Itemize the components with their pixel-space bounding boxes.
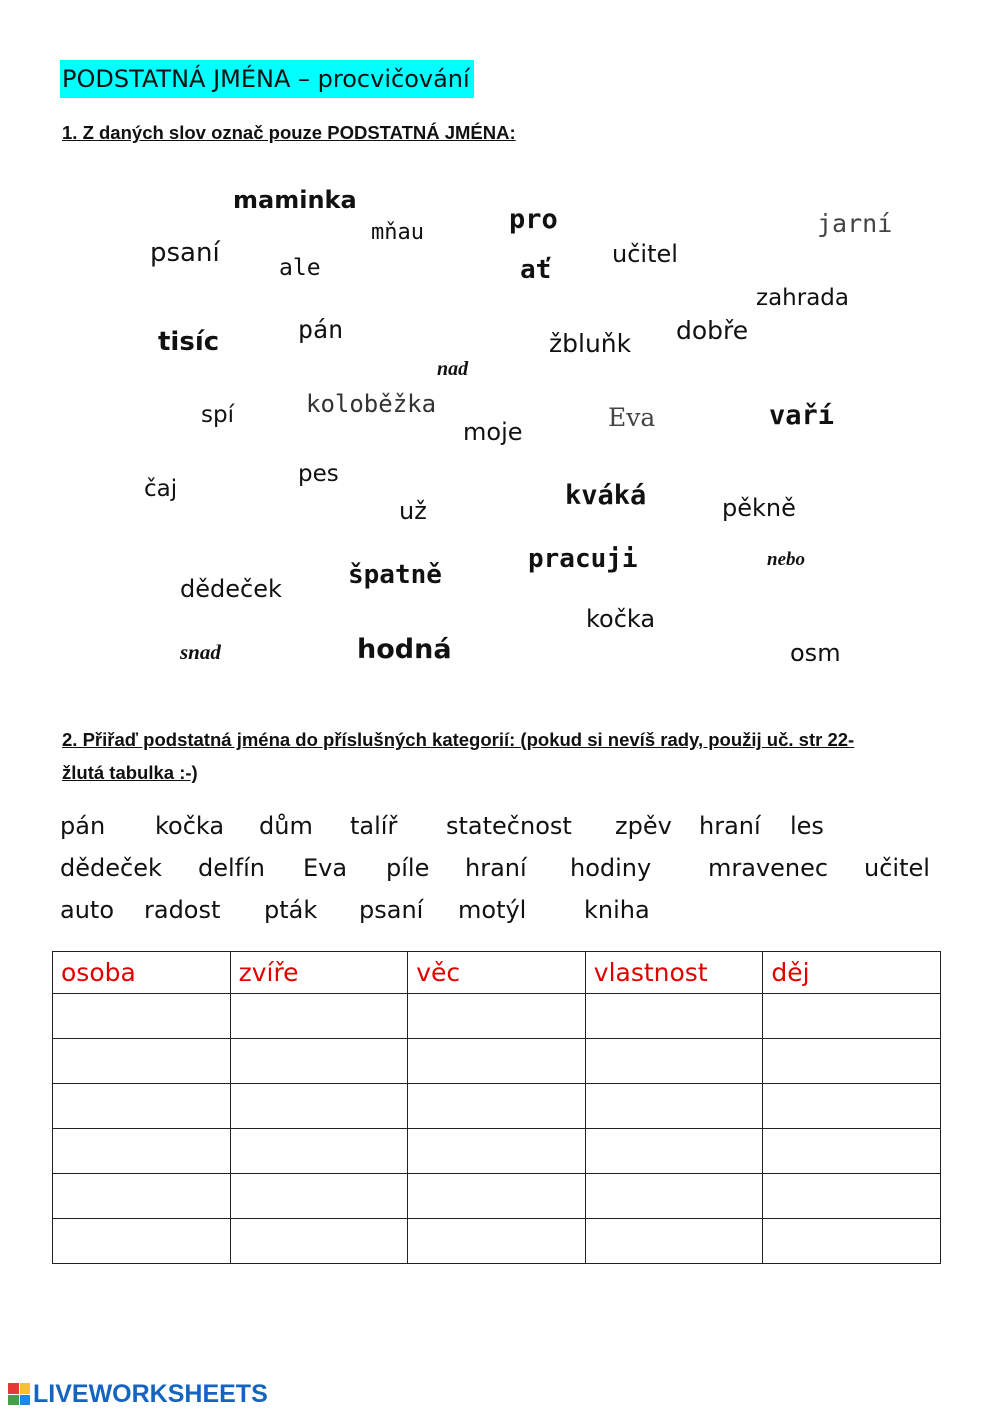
table-row — [53, 1084, 941, 1129]
drop-cell[interactable] — [53, 1219, 231, 1264]
column-header-dej: děj — [763, 952, 941, 994]
word-item[interactable]: Eva — [608, 403, 656, 432]
bank-word[interactable]: motýl — [458, 896, 527, 924]
drop-cell[interactable] — [585, 994, 763, 1039]
drop-cell[interactable] — [53, 994, 231, 1039]
word-item[interactable]: kváká — [565, 480, 647, 511]
drop-cell[interactable] — [230, 1129, 408, 1174]
bank-word[interactable]: auto — [60, 896, 115, 924]
drop-cell[interactable] — [408, 1174, 586, 1219]
bank-word[interactable]: hraní — [465, 854, 527, 882]
liveworksheets-logo[interactable] — [8, 1378, 268, 1410]
drop-cell[interactable] — [763, 1084, 941, 1129]
bank-word[interactable]: les — [790, 812, 824, 840]
table-header-row — [53, 952, 941, 994]
word-item[interactable]: nebo — [767, 549, 805, 570]
drop-cell[interactable] — [230, 1219, 408, 1264]
column-header-vec: věc — [408, 952, 586, 994]
column-header-vlastnost: vlastnost — [585, 952, 763, 994]
drop-cell[interactable] — [230, 994, 408, 1039]
task2-heading-continued: žlutá tabulka :-) — [62, 762, 198, 783]
word-item[interactable]: ať — [520, 255, 552, 285]
word-item[interactable]: zahrada — [756, 285, 849, 311]
word-item[interactable]: pracuji — [528, 544, 638, 574]
table-row — [53, 1039, 941, 1084]
drop-cell[interactable] — [230, 1174, 408, 1219]
drop-cell[interactable] — [408, 1039, 586, 1084]
word-item[interactable]: psaní — [150, 238, 220, 268]
drop-cell[interactable] — [585, 1084, 763, 1129]
word-item[interactable]: mňau — [371, 220, 424, 245]
word-item[interactable]: kočka — [586, 605, 656, 633]
bank-word[interactable]: mravenec — [708, 854, 829, 882]
bank-word[interactable]: píle — [386, 854, 430, 882]
word-item[interactable]: vaří — [769, 400, 835, 431]
drop-cell[interactable] — [763, 1129, 941, 1174]
drop-cell[interactable] — [763, 1039, 941, 1084]
drop-cell[interactable] — [585, 1219, 763, 1264]
drop-cell[interactable] — [53, 1174, 231, 1219]
drop-cell[interactable] — [763, 1219, 941, 1264]
word-item[interactable]: maminka — [233, 186, 357, 214]
bank-word[interactable]: zpěv — [615, 812, 672, 840]
word-item[interactable]: pán — [298, 315, 344, 344]
category-table — [52, 951, 941, 1264]
drop-cell[interactable] — [53, 1084, 231, 1129]
word-item[interactable]: čaj — [144, 476, 178, 502]
drop-cell[interactable] — [230, 1039, 408, 1084]
word-item[interactable]: žbluňk — [549, 329, 632, 358]
drop-cell[interactable] — [408, 1219, 586, 1264]
table-row — [53, 1174, 941, 1219]
word-item[interactable]: pes — [298, 461, 339, 487]
drop-cell[interactable] — [53, 1039, 231, 1084]
word-item[interactable]: spí — [201, 402, 234, 428]
bank-word[interactable]: talíř — [350, 812, 398, 840]
word-item[interactable]: učitel — [612, 240, 678, 268]
word-item[interactable]: tisíc — [158, 327, 220, 357]
drop-cell[interactable] — [230, 1084, 408, 1129]
word-item[interactable]: moje — [463, 418, 523, 446]
bank-word[interactable]: pán — [60, 812, 106, 840]
page-title: PODSTATNÁ JMÉNA – procvičování — [60, 60, 474, 98]
drop-cell[interactable] — [53, 1129, 231, 1174]
word-item[interactable]: osm — [790, 639, 841, 667]
drop-cell[interactable] — [763, 994, 941, 1039]
drop-cell[interactable] — [408, 994, 586, 1039]
table-row — [53, 1219, 941, 1264]
bank-word[interactable]: učitel — [864, 854, 930, 882]
word-item[interactable]: pěkně — [722, 494, 796, 522]
task1-heading: 1. Z daných slov označ pouze PODSTATNÁ JMÉNA: — [62, 122, 516, 143]
bank-word[interactable]: Eva — [303, 854, 348, 882]
word-item[interactable]: snad — [180, 640, 221, 664]
task2-heading: 2. Přiřaď podstatná jména do příslušných kategorií: (pokud si nevíš rady, použij uč. str 22- — [62, 729, 855, 750]
table-row — [53, 1129, 941, 1174]
column-header-osoba: osoba — [53, 952, 231, 994]
word-item[interactable]: jarní — [817, 209, 893, 238]
drop-cell[interactable] — [408, 1129, 586, 1174]
bank-word[interactable]: hraní — [699, 812, 761, 840]
word-item[interactable]: dobře — [676, 316, 749, 345]
bank-word[interactable]: psaní — [359, 896, 424, 924]
bank-word[interactable]: radost — [144, 896, 221, 924]
bank-word[interactable]: hodiny — [570, 854, 652, 882]
bank-word[interactable]: pták — [264, 896, 318, 924]
word-item[interactable]: koloběžka — [306, 390, 437, 418]
word-item[interactable]: ale — [279, 255, 321, 281]
table-row — [53, 994, 941, 1039]
logo-text: LIVEWORKSHEETS — [33, 1379, 268, 1408]
bank-word[interactable]: dům — [259, 812, 313, 840]
word-item[interactable]: špatně — [348, 560, 442, 590]
drop-cell[interactable] — [585, 1129, 763, 1174]
drop-cell[interactable] — [585, 1174, 763, 1219]
word-item[interactable]: pro — [509, 204, 558, 235]
column-header-zvire: zvíře — [230, 952, 408, 994]
bank-word[interactable]: statečnost — [446, 812, 572, 840]
word-item[interactable]: dědeček — [180, 575, 282, 603]
drop-cell[interactable] — [763, 1174, 941, 1219]
drop-cell[interactable] — [408, 1084, 586, 1129]
drop-cell[interactable] — [585, 1039, 763, 1084]
word-item[interactable]: už — [399, 497, 427, 525]
bank-word[interactable]: dědeček — [60, 854, 162, 882]
word-item[interactable]: hodná — [357, 634, 452, 665]
bank-word[interactable]: kočka — [155, 812, 225, 840]
bank-word[interactable]: kniha — [584, 896, 650, 924]
logo-icon — [8, 1383, 30, 1405]
bank-word[interactable]: delfín — [198, 854, 265, 882]
word-item[interactable]: nad — [437, 358, 469, 380]
